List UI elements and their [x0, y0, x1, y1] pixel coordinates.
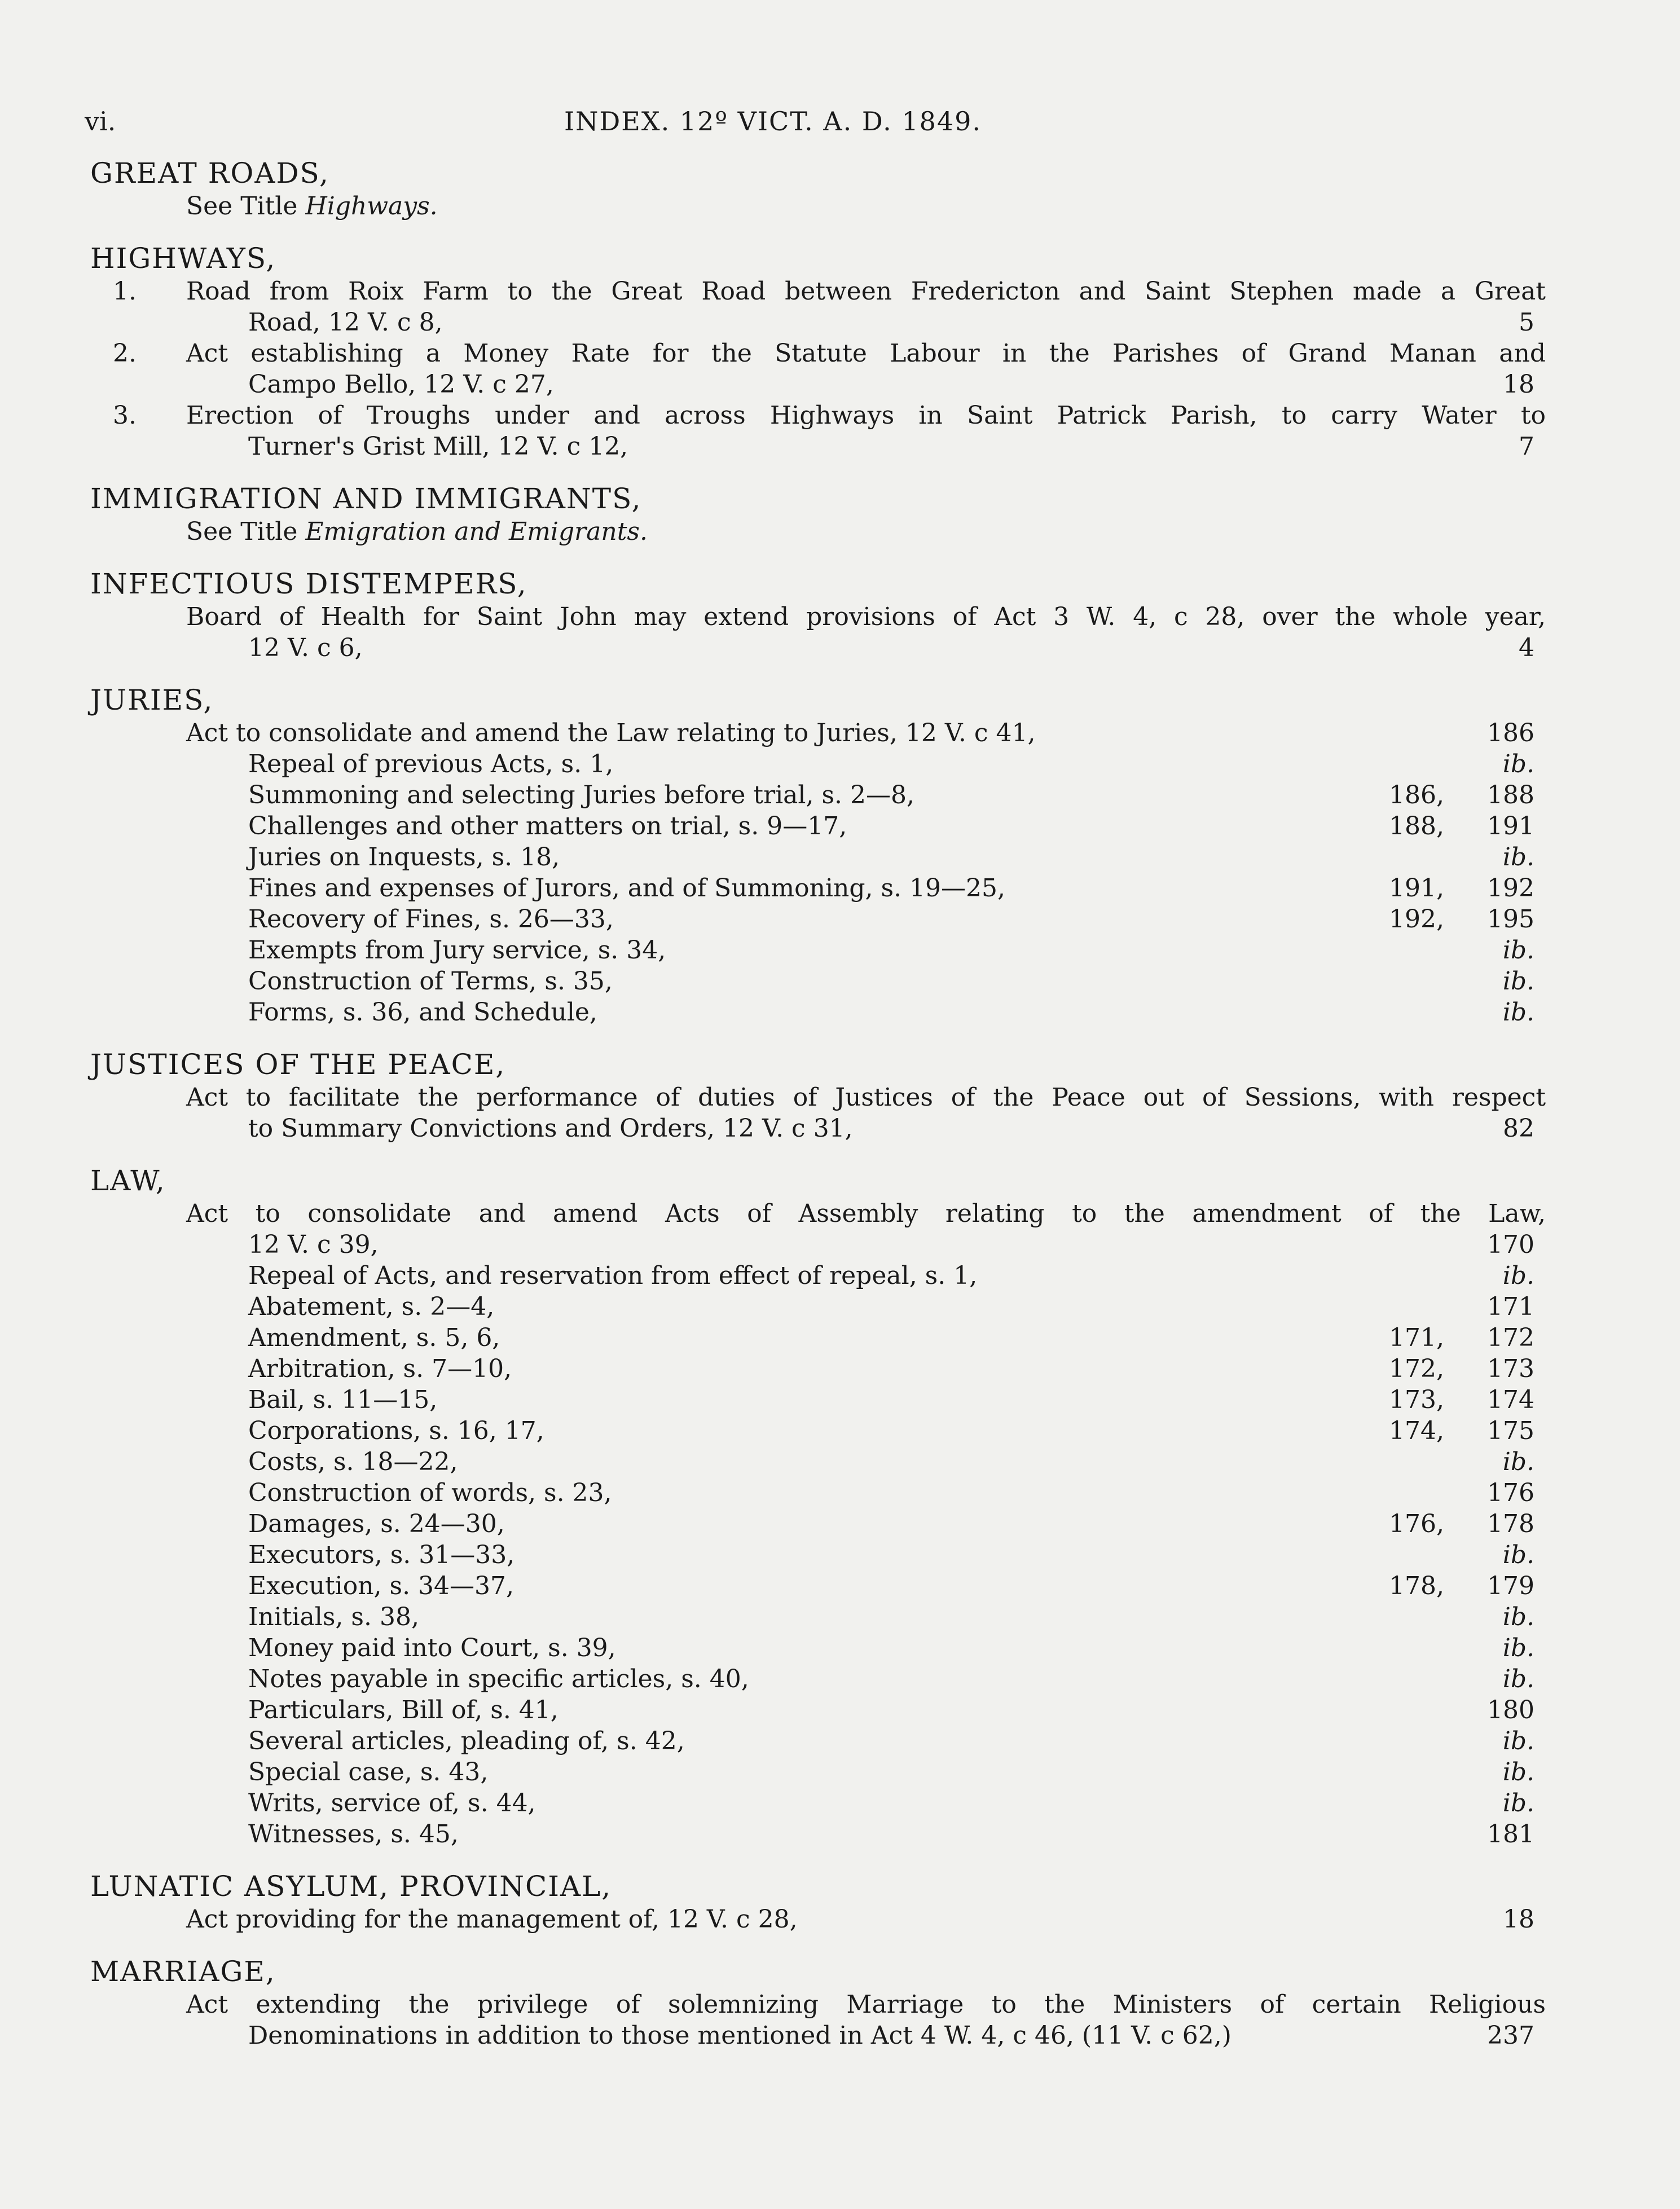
see-reference — [90, 516, 1534, 547]
page-ref: 178 — [1487, 1510, 1534, 1538]
entry-text: Road from Roix Farm to the Great Road between Fredericton and Saint Stephen made a Great — [186, 277, 1546, 306]
section-highways — [90, 241, 1546, 462]
sub-entry — [90, 1788, 1534, 1819]
sub-entry-text: Notes payable in specific articles, s. 40, — [248, 1665, 749, 1693]
entry-text: 12 V. c 6, — [248, 633, 363, 662]
section-heading: LUNATIC ASYLUM, PROVINCIAL, — [90, 1870, 612, 1903]
sub-entry-text: Damages, s. 24—30, — [248, 1510, 505, 1538]
page-range-start: 172, — [1389, 1354, 1444, 1383]
sub-entry — [90, 1570, 1534, 1601]
see-prefix: See Title — [186, 517, 306, 546]
sub-entry-text: Initials, s. 38, — [248, 1603, 419, 1631]
entry-line — [90, 1113, 1534, 1144]
sub-entry — [90, 1415, 1534, 1446]
entry-text: Turner's Grist Mill, 12 V. c 12, — [248, 432, 628, 461]
sub-entry — [90, 842, 1534, 873]
entry-line — [90, 276, 1546, 307]
sub-entry-text: Witnesses, s. 45, — [248, 1820, 459, 1849]
section-great-roads — [90, 156, 1534, 222]
page-ref: 7 — [1519, 432, 1534, 461]
page-range-start: 174, — [1389, 1416, 1444, 1445]
page-ref: 192 — [1487, 874, 1534, 903]
sub-entry — [90, 1757, 1534, 1788]
sub-entry-text: Writs, service of, s. 44, — [248, 1789, 536, 1818]
sub-entry-text: Execution, s. 34—37, — [248, 1572, 514, 1600]
entry-line — [90, 601, 1546, 632]
see-prefix: See Title — [186, 192, 306, 221]
sub-entry-text: Several articles, pleading of, s. 42, — [248, 1727, 685, 1755]
section-heading: LAW, — [90, 1164, 166, 1197]
sub-entry-text: Arbitration, s. 7—10, — [248, 1354, 512, 1383]
sub-entry — [90, 1260, 1534, 1291]
sub-entry — [90, 1819, 1534, 1850]
entry-line — [90, 307, 1534, 338]
page-ref: ib. — [1502, 1665, 1534, 1693]
sub-entry — [90, 780, 1534, 811]
page-ref: ib. — [1502, 1541, 1534, 1569]
page-ref: 4 — [1519, 633, 1534, 662]
entry-text: Denominations in addition to those mentioned in Act 4 W. 4, c 46, (11 V. c 62,) — [248, 2021, 1232, 2050]
sub-entry-text: Summoning and selecting Juries before trial, s. 2—8, — [248, 781, 914, 809]
page-ref: 176 — [1487, 1478, 1534, 1507]
sub-entry — [90, 1446, 1534, 1477]
page-range-start: 171, — [1389, 1323, 1444, 1352]
entry-text: Act establishing a Money Rate for the Statute Labour in the Parishes of Grand Manan and — [186, 339, 1546, 368]
sub-entry-text: Money paid into Court, s. 39, — [248, 1634, 616, 1662]
sub-entry — [90, 1695, 1534, 1726]
sub-entry-text: Challenges and other matters on trial, s. 9—17, — [248, 812, 847, 841]
page-ref: 195 — [1487, 905, 1534, 934]
entry-line — [90, 431, 1534, 462]
page-number: vi. — [85, 106, 116, 137]
page-ref: 186 — [1487, 719, 1534, 747]
page-range-start: 173, — [1389, 1385, 1444, 1414]
entry-line — [90, 1989, 1546, 2020]
sub-entry — [90, 1291, 1534, 1322]
sub-entry — [90, 935, 1534, 966]
page-ref: ib. — [1502, 843, 1534, 872]
page-ref: 191 — [1487, 812, 1534, 841]
page-ref: ib. — [1502, 1758, 1534, 1786]
page-ref: 82 — [1503, 1114, 1534, 1143]
page-ref: ib. — [1502, 1603, 1534, 1631]
entry-line — [90, 400, 1546, 431]
page-ref: ib. — [1502, 1634, 1534, 1662]
page-ref: ib. — [1502, 936, 1534, 965]
sub-entry — [90, 873, 1534, 904]
sub-entry-text: Particulars, Bill of, s. 41, — [248, 1696, 558, 1724]
section-juries — [90, 683, 1534, 1028]
page-ref: 237 — [1487, 2021, 1534, 2050]
page-range-start: 176, — [1389, 1510, 1444, 1538]
sub-entry-text: Construction of words, s. 23, — [248, 1478, 612, 1507]
section-heading: GREAT ROADS, — [90, 157, 329, 190]
page-ref: 18 — [1503, 370, 1534, 399]
sub-entry — [90, 1726, 1534, 1757]
sub-entry — [90, 1508, 1534, 1539]
sub-entry — [90, 997, 1534, 1028]
section-immigration — [90, 481, 1534, 547]
section-heading: IMMIGRATION AND IMMIGRANTS, — [90, 482, 642, 515]
section-heading: HIGHWAYS, — [90, 242, 276, 275]
entry-line — [90, 1229, 1534, 1260]
section-infectious-distempers — [90, 566, 1546, 663]
entry-number: 1. — [113, 277, 137, 306]
page-title: INDEX. 12º VICT. A. D. 1849. — [564, 106, 982, 137]
page-range-start: 186, — [1389, 781, 1444, 809]
entry-text: Campo Bello, 12 V. c 27, — [248, 370, 554, 399]
sub-entry-text: Fines and expenses of Jurors, and of Summoning, s. 19—25, — [248, 874, 1005, 903]
page-ref: 5 — [1519, 308, 1534, 337]
sub-entry — [90, 1322, 1534, 1353]
section-heading: JUSTICES OF THE PEACE, — [90, 1048, 506, 1081]
sub-entry-text: Exempts from Jury service, s. 34, — [248, 936, 666, 965]
see-target: Emigration and Emigrants. — [305, 517, 648, 546]
sub-entries — [90, 1260, 1534, 1850]
sub-entry-text: Costs, s. 18—22, — [248, 1447, 458, 1476]
entry-text: Act providing for the management of, 12 V. c 28, — [186, 1905, 798, 1934]
entry-line — [90, 369, 1534, 400]
page-ref: 170 — [1487, 1230, 1534, 1259]
page-ref: ib. — [1502, 1447, 1534, 1476]
sub-entry-text: Forms, s. 36, and Schedule, — [248, 998, 597, 1027]
entry-line — [90, 1904, 1534, 1935]
page-ref: ib. — [1502, 1261, 1534, 1290]
entry-line — [90, 338, 1546, 369]
sub-entry-text: Abatement, s. 2—4, — [248, 1292, 495, 1321]
sub-entry — [90, 749, 1534, 780]
page-range-start: 192, — [1389, 905, 1444, 934]
page-header — [85, 102, 1595, 141]
section-law — [90, 1163, 1546, 1850]
page-ref: ib. — [1502, 1727, 1534, 1755]
page-ref: 181 — [1487, 1820, 1534, 1849]
section-heading: MARRIAGE, — [90, 1955, 276, 1988]
sub-entry — [90, 966, 1534, 997]
page-ref: 173 — [1487, 1354, 1534, 1383]
see-reference — [90, 191, 1534, 222]
entry-text: Erection of Troughs under and across Highways in Saint Patrick Parish, to carry Water to — [186, 401, 1546, 430]
index-content — [90, 156, 1546, 2051]
entry-text: Act extending the privilege of solemnizing Marriage to the Ministers of certain Religious — [186, 1990, 1546, 2019]
entry-text: Board of Health for Saint John may extend provisions of Act 3 W. 4, c 28, over the whole year, — [186, 602, 1546, 631]
sub-entry-text: Recovery of Fines, s. 26—33, — [248, 905, 614, 934]
entry-text: Act to consolidate and amend Acts of Assembly relating to the amendment of the Law, — [186, 1199, 1546, 1228]
page-ref: ib. — [1502, 998, 1534, 1027]
see-target: Highways. — [305, 192, 438, 221]
entry-line — [90, 632, 1534, 663]
page-ref: 18 — [1503, 1905, 1534, 1934]
sub-entry — [90, 1664, 1534, 1695]
page-ref: ib. — [1502, 750, 1534, 778]
section-lunatic-asylum — [90, 1869, 1534, 1935]
sub-entry-text: Construction of Terms, s. 35, — [248, 967, 613, 996]
sub-entry-text: Juries on Inquests, s. 18, — [248, 843, 560, 872]
section-marriage — [90, 1954, 1546, 2051]
sub-entry-text: Special case, s. 43, — [248, 1758, 489, 1786]
sub-entry — [90, 811, 1534, 842]
entry-line — [90, 718, 1534, 749]
section-justices-of-the-peace — [90, 1047, 1546, 1144]
page-ref: 172 — [1487, 1323, 1534, 1352]
sub-entry — [90, 1384, 1534, 1415]
page-ref: 180 — [1487, 1696, 1534, 1724]
page-ref: 174 — [1487, 1385, 1534, 1414]
sub-entry-text: Executors, s. 31—33, — [248, 1541, 515, 1569]
sub-entry — [90, 1477, 1534, 1508]
page-ref: ib. — [1502, 1789, 1534, 1818]
entry-line — [90, 1198, 1546, 1229]
entry-line — [90, 1082, 1546, 1113]
sub-entry — [90, 1601, 1534, 1632]
sub-entry-text: Amendment, s. 5, 6, — [248, 1323, 500, 1352]
page-ref: 175 — [1487, 1416, 1534, 1445]
page-ref: 188 — [1487, 781, 1534, 809]
sub-entry — [90, 904, 1534, 935]
sub-entry — [90, 1539, 1534, 1570]
entry-text: 12 V. c 39, — [248, 1230, 379, 1259]
section-heading: JURIES, — [90, 684, 214, 716]
sub-entry-text: Repeal of Acts, and reservation from effect of repeal, s. 1, — [248, 1261, 978, 1290]
entry-text: Road, 12 V. c 8, — [248, 308, 443, 337]
sub-entry-text: Repeal of previous Acts, s. 1, — [248, 750, 614, 778]
sub-entry-text: Corporations, s. 16, 17, — [248, 1416, 544, 1445]
sub-entry — [90, 1632, 1534, 1664]
entry-number: 2. — [113, 339, 137, 368]
sub-entry — [90, 1353, 1534, 1384]
entry-line — [90, 2020, 1534, 2051]
entry-text: Act to facilitate the performance of duties of Justices of the Peace out of Sessions, with respect — [186, 1083, 1546, 1112]
page-ref: 179 — [1487, 1572, 1534, 1600]
sub-entry-text: Bail, s. 11—15, — [248, 1385, 438, 1414]
page-range-start: 188, — [1389, 812, 1444, 841]
section-heading: INFECTIOUS DISTEMPERS, — [90, 567, 527, 600]
page-range-start: 178, — [1389, 1572, 1444, 1600]
sub-entries — [90, 749, 1534, 1028]
page-ref: ib. — [1502, 967, 1534, 996]
entry-text: Act to consolidate and amend the Law relating to Juries, 12 V. c 41, — [186, 719, 1036, 747]
entry-number: 3. — [113, 401, 137, 430]
page-ref: 171 — [1487, 1292, 1534, 1321]
entry-text: to Summary Convictions and Orders, 12 V. c 31, — [248, 1114, 853, 1143]
page-range-start: 191, — [1389, 874, 1444, 903]
